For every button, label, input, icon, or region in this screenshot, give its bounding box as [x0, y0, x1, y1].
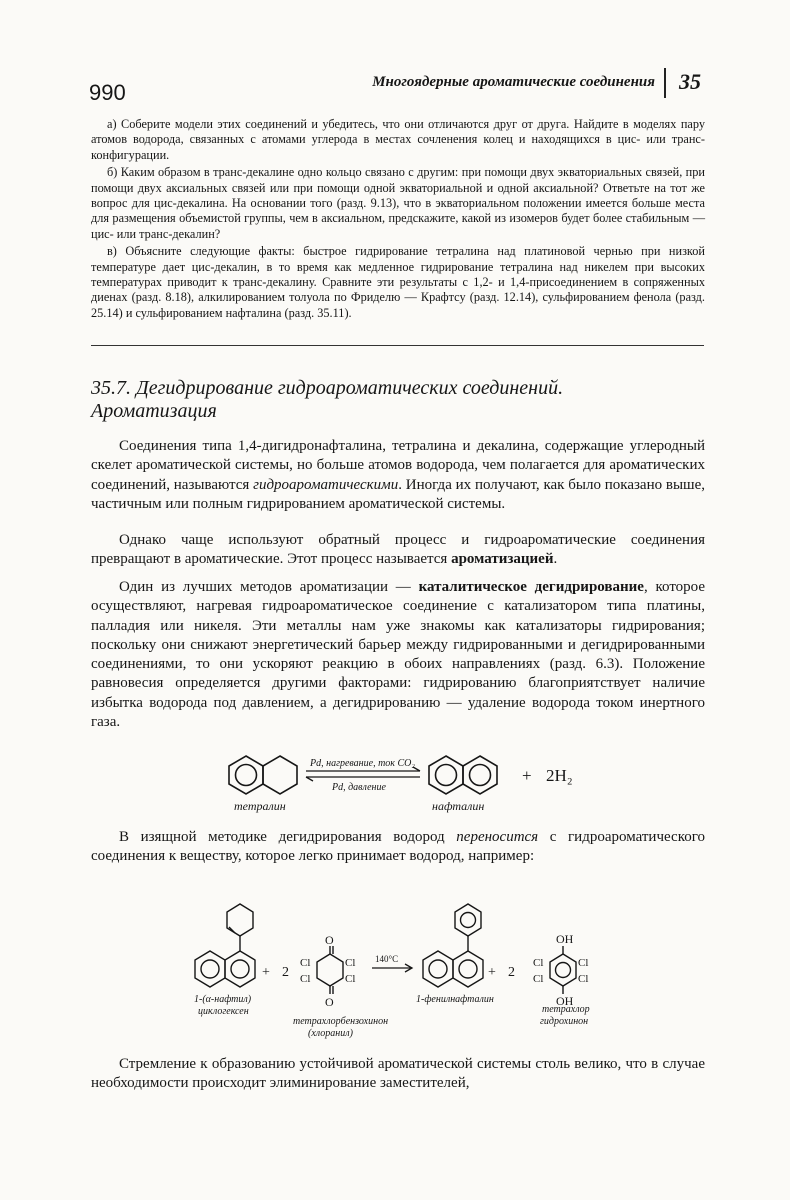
p3-text-start: Один из лучших методов ароматизации —: [119, 579, 419, 595]
reverse-conditions: Pd, давление: [332, 782, 386, 793]
reagent-label-line-1: тетрахлорбензохинон: [293, 1016, 389, 1027]
product-label: 1-фенилнафталин: [416, 994, 494, 1005]
hydroquinone-oh-bottom: OH: [556, 994, 574, 1008]
p1-text-start: Соединения типа 1,4-дигидронафталина, тетралина и декалина, содержащие углеродный скелет ароматической системы, но больше атомов водорода, чем полагается для ароматических соединений, называются: [91, 438, 705, 493]
p2-text-start: Однако чаще используют обратный процесс и гидроароматические соединения превращают в ароматические. Этот процесс называется: [91, 532, 705, 568]
exercise-c: в) Объясните следующие факты: быстрое гидрирование тетралина над платиновой чернью при низкой температуре дает цис-декалин, в то время как медленное гидрирование тетралина над никелем при высоких температурах приводит к транс-декалину. Сравните эти результаты с 1,2- и 1,4-присоединением в сопряженных диенах (разд. 8.18), алкилированием толуола по Фриделю — Крафтсу (разд. 12.14), сульфированием фенола (разд. 25.14) и сульфированием нафталина (разд. 35.11).: [91, 244, 705, 320]
chloranil-cl-4: Cl: [345, 973, 356, 985]
p1-term: гидроароматическими: [253, 476, 399, 493]
plus-1: +: [262, 965, 270, 980]
hydroquinone-cl-2: Cl: [533, 973, 544, 985]
section-heading: [91, 377, 691, 423]
p2-term: ароматизацией: [451, 551, 554, 568]
paragraph-2: [91, 531, 705, 570]
p4-text-start: В изящной методике дегидрирования водород: [119, 829, 457, 845]
chloranil-cl-1: Cl: [300, 957, 311, 969]
paragraph-5: Стремление к образованию устойчивой ароматической системы столь велико, что в случае необходимости происходит элиминирование заместителей,: [91, 1056, 705, 1092]
naphthylcyclohexene-structure: [195, 904, 255, 987]
hydroquinone-cl-3: Cl: [578, 957, 589, 969]
p3-term: каталитическое дегидрирование: [418, 579, 644, 595]
header-divider: [664, 68, 666, 98]
plus-2: +: [488, 965, 496, 980]
forward-conditions: Pd, нагревание, ток CO₂: [310, 758, 415, 769]
reactant-label-line-2: циклогексен: [198, 1006, 249, 1017]
tetrachlorohydroquinone-structure: [550, 946, 576, 994]
chloranil-cl-2: Cl: [300, 973, 311, 985]
dehydrogenation-equation: [220, 750, 600, 822]
chloranil-oxygen-bottom: O: [325, 995, 334, 1009]
tetralin-label: тетралин: [234, 799, 286, 813]
hydroquinone-cl-4: Cl: [578, 973, 589, 985]
chapter-number: 35: [679, 69, 701, 94]
hydroquinone-oh-top: OH: [556, 932, 574, 946]
exercise-b: б) Каким образом в транс-декалине одно кольцо связано с другим: при помощи двух экваториальных связей, при помощи двух аксиальных связей или при помощи одной экваториальной и одной аксиальной? Ответьте на тот же вопрос для цис-декалина. На основании того (разд. 9.13), что в экваториальном положении имеется больше места для размещения объемистой группы, чем в аксиальном, предскажите, какой из изомеров будет более стабильным — цис- или транс-декалин?: [91, 165, 705, 241]
paragraph-3: [91, 578, 705, 732]
p4-term: переносится: [456, 829, 539, 845]
paragraph-1: [91, 437, 705, 514]
exercise-block: [91, 117, 705, 323]
equilibrium-arrows: [306, 767, 420, 781]
section-divider: [91, 345, 704, 346]
chloranil-equation: [190, 896, 620, 1051]
naphthalene-structure: [429, 756, 497, 794]
p1-text-end: . Иногда их получают, как было показано выше, частичным или полным гидрированием ароматической системы.: [91, 476, 706, 512]
byproduct-label-line-1: тетрахлор: [542, 1004, 590, 1015]
coefficient-1: 2: [282, 965, 289, 980]
coefficient-2: 2: [508, 965, 515, 980]
byproduct-label-line-2: гидрохинон: [540, 1016, 589, 1027]
section-title-line-2: Ароматизация: [91, 400, 217, 422]
phenylnaphthalene-structure: [423, 904, 483, 987]
tetralin-structure: [229, 756, 297, 794]
chloranil-cl-3: Cl: [345, 957, 356, 969]
p4-text-end: с гидроароматического соединения к веществу, которое легко принимает водород, например:: [91, 829, 705, 865]
hydroquinone-cl-1: Cl: [533, 957, 544, 969]
exercise-a: а) Соберите модели этих соединений и убедитесь, что они отличаются друг от друга. Найдите в моделях пару атомов водорода, связанных с атомами углерода в местах сочленения колец и находящихся в цис- или транс-конфигурации.: [91, 117, 705, 162]
chloranil-structure: [317, 946, 343, 994]
page-number: 990: [89, 80, 126, 105]
reagent-label-line-2: (хлоранил): [308, 1028, 353, 1039]
p2-text-end: .: [553, 551, 558, 568]
chloranil-oxygen-top: O: [325, 933, 334, 947]
section-title-line-1: 35.7. Дегидрирование гидроароматических соединений.: [91, 377, 564, 399]
reaction-temperature: 140°C: [375, 954, 399, 964]
naphthalene-label: нафталин: [432, 799, 485, 813]
p3-text-end: , которое осуществляют, нагревая гидроароматическое соединение с катализатором типа платины, палладия или никеля. Эти металлы нам уже знакомы как катализаторы гидрирования; поскольку они снижают энергетический барьер между гидрированными и дегидрированными соединениями, то они ускоряют реакцию в обоих направлениях (разд. 6.3). Положение равновесия определяется другими факторами: гидрированию благоприятствует наличие избытка водорода под давлением, а дегидрированию — удаление водорода током инертного газа.: [91, 579, 706, 731]
paragraph-4: [91, 828, 705, 867]
hydrogen-byproduct: 2H₂: [546, 766, 573, 785]
plus-sign: +: [522, 766, 532, 785]
reactant-label-line-1: 1-(α-нафтил): [194, 994, 252, 1005]
running-title: Многоядерные ароматические соединения: [372, 74, 655, 90]
